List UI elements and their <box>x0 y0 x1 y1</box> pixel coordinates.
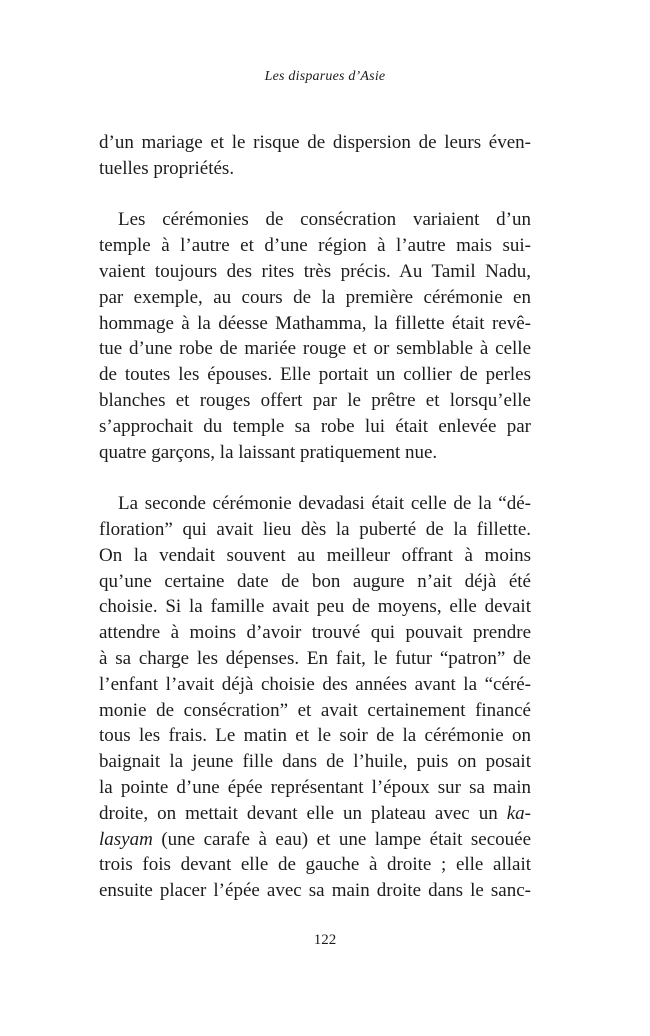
paragraph-gap <box>99 465 531 491</box>
text-line: temple à l’autre et d’une région à l’autre mais sui- <box>99 235 531 257</box>
italic-term: ka- <box>506 802 531 824</box>
text-line: d’un mariage et le risque de dispersion de leurs éven- <box>99 132 531 153</box>
text-line: hommage à la déesse Mathamma, la fillette était revê- <box>99 312 531 334</box>
text-line: lasyam (une carafe à eau) et une lampe était secouée <box>99 828 531 850</box>
text-line: choisie. Si la famille avait peu de moyens, elle devait <box>99 596 531 618</box>
text-line: monie de consécration” et avait certainement financé <box>99 699 531 721</box>
text-line: blanches et rouges offert par le prêtre et lorsqu’elle <box>99 389 531 411</box>
paragraph <box>99 491 531 904</box>
text-line: tuelles propriétés. <box>99 157 235 179</box>
paragraph-gap <box>99 182 531 208</box>
text-line: à sa charge les dépenses. En fait, le futur “patron” de <box>99 647 531 669</box>
text-line: qu’une certaine date de bon augure n’ait déjà été <box>99 570 531 592</box>
text-line: On la vendait souvent au meilleur offrant à moins <box>99 544 531 566</box>
italic-term: lasyam <box>99 828 153 850</box>
text-line: ensuite placer l’épée avec sa main droite dans le sanc- <box>99 880 531 902</box>
paragraph <box>99 207 531 465</box>
text-line: tue d’une robe de mariée rouge et or semblable à celle <box>99 338 531 360</box>
text-line: l’enfant l’avait déjà choisie des années avant la “céré- <box>99 673 531 695</box>
text-line: trois fois devant elle de gauche à droite ; elle allait <box>99 854 531 876</box>
text-line: vaient toujours des rites très précis. Au Tamil Nadu, <box>99 260 531 282</box>
text-line: attendre à moins d’avoir trouvé qui pouvait prendre <box>99 622 531 644</box>
body-text <box>99 130 531 904</box>
text-line: quatre garçons, la laissant pratiquement nue. <box>99 441 438 463</box>
text-line: par exemple, au cours de la première cérémonie en <box>99 286 531 308</box>
text-line: La seconde cérémonie devadasi était celle de la “dé- <box>118 493 531 515</box>
paragraph <box>99 130 531 182</box>
text-line: droite, on mettait devant elle un plateau avec un ka- <box>99 802 531 824</box>
text-line: baignait la jeune fille dans de l’huile, puis on posait <box>99 751 531 773</box>
text-line: la pointe d’une épée représentant l’époux sur sa main <box>99 776 531 798</box>
page-number: 122 <box>313 932 337 948</box>
text-line: tous les frais. Le matin et le soir de la cérémonie on <box>99 725 531 747</box>
running-head: Les disparues d’Asie <box>264 69 386 84</box>
text-line: Les cérémonies de consécration variaient d’un <box>118 209 531 231</box>
text-line: floration” qui avait lieu dès la puberté de la fillette. <box>99 518 531 540</box>
text-line: de toutes les épouses. Elle portait un collier de perles <box>99 364 531 386</box>
text-line: s’approchait du temple sa robe lui était enlevée par <box>99 415 531 437</box>
